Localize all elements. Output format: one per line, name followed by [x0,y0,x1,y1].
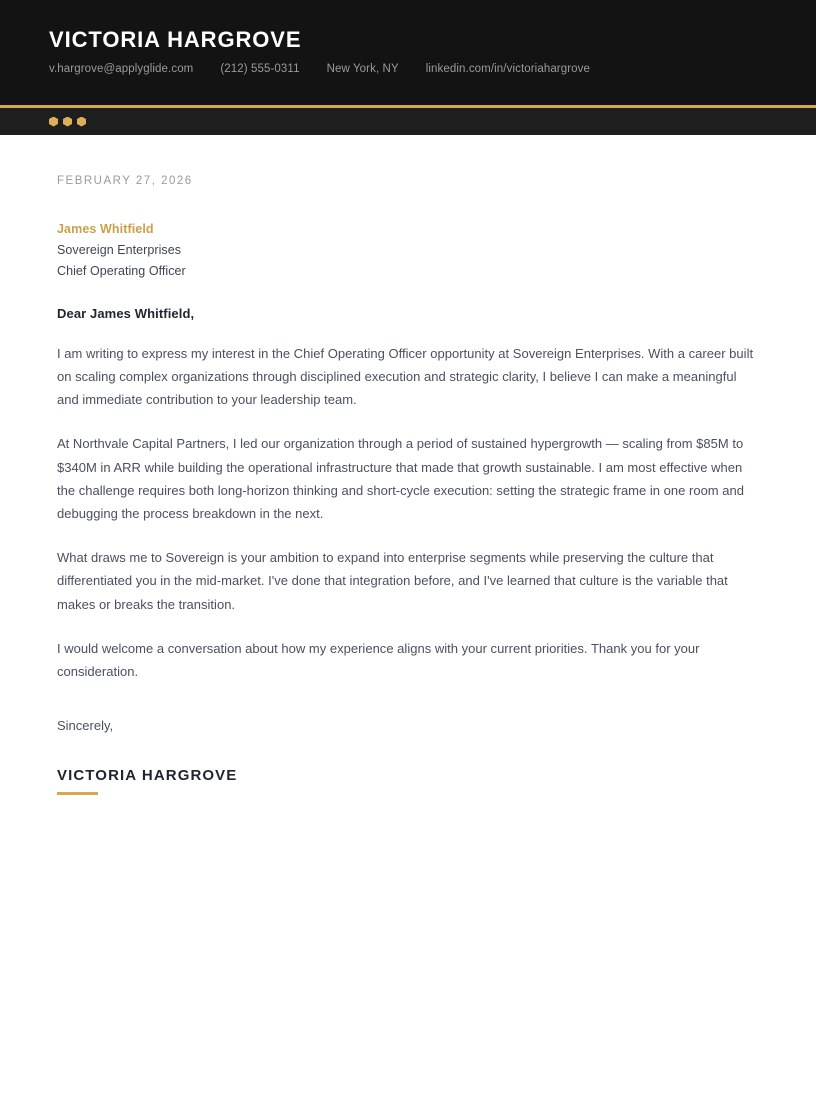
applicant-name-heading: VICTORIA HARGROVE [49,27,302,52]
letter-paragraph: At Northvale Capital Partners, I led our organization through a period of sustained hypergrowth — scaling from $85M to $340M in ARR while building the operational infrastructure that made that growth sustainable. I am most effective when the challenge requires both long-horizon thinking and short-cycle execution: setting the strategic frame in one room and debugging the process breakdown in the next. [57,436,744,522]
signature-block [57,767,760,795]
letterhead-header [0,0,816,105]
hexagon-icon [63,117,72,127]
recipient-name: James Whitfield [57,221,154,236]
recipient-title: Chief Operating Officer [57,263,186,278]
hexagon-icon [77,117,86,127]
contact-location: New York, NY [326,63,399,76]
contact-linkedin[interactable]: linkedin.com/in/victoriahargrove [425,63,591,76]
contact-info-row [49,63,816,77]
accent-band [0,108,816,135]
contact-phone[interactable]: (212) 555-0311 [220,63,300,76]
letter-paragraph: I am writing to express my interest in the Chief Operating Officer opportunity at Sovereign Enterprises. With a career built on scaling complex organizations through disciplined execution and strategic clarity, I believe I can make a meaningful and immediate contribution to your leadership team. [57,345,754,408]
signature-name: VICTORIA HARGROVE [57,767,238,785]
recipient-block [57,219,760,282]
contact-email[interactable]: v.hargrove@applyglide.com [49,63,194,76]
letter-paragraph: What draws me to Sovereign is your ambition to expand into enterprise segments while preserving the culture that differentiated you in the mid-market. I've done that integration before, and I've learned that culture is the variable that makes or breaks the transition. [57,550,728,612]
hexagon-icon [49,117,58,127]
letter-paragraph: I would welcome a conversation about how my experience aligns with your current priorities. Thank you for your consideration. [57,640,700,680]
closing-line: Sincerely, [57,718,114,734]
salutation: Dear James Whitfield, [57,305,195,321]
recipient-company: Sovereign Enterprises [57,242,182,257]
letter-date: FEBRUARY 27, 2026 [57,175,193,187]
signature-underline [57,792,98,795]
letter-body [0,175,816,795]
